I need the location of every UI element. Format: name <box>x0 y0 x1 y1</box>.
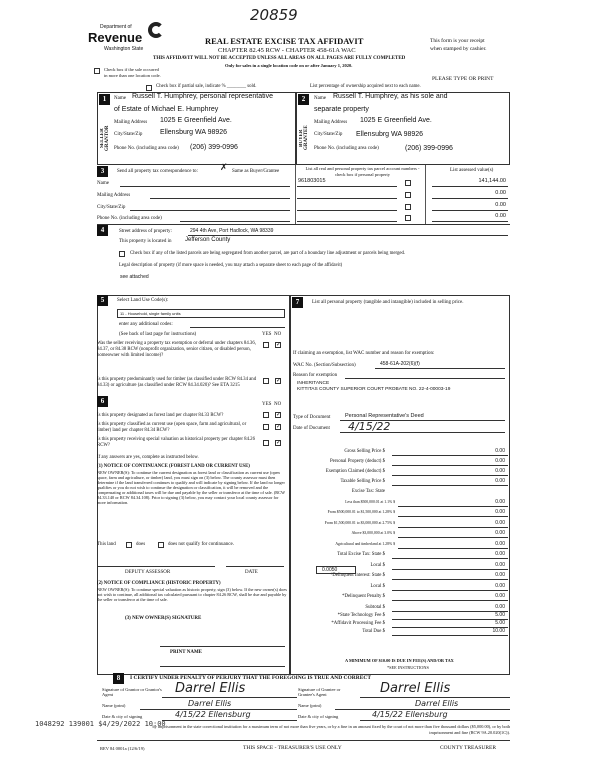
segregate-label: Check box if any of the listed parcels are being segregated from another parcel, are part of a boundary line adjustment or parcels being merged. <box>130 251 406 256</box>
street-label: Street address of property: <box>119 229 172 234</box>
forest-yes-checkbox[interactable] <box>263 412 269 418</box>
this-land-label: This land <box>97 542 116 547</box>
multi-location-label: Check box if the sale occurred <box>104 67 159 72</box>
notice-continuance-title: (1) NOTICE OF CONTINUANCE (FOREST LAND OR CURRENT USE) <box>97 464 250 469</box>
tax-row-value[interactable]: 5.00 <box>495 611 505 618</box>
please-type: PLEASE TYPE OR PRINT <box>432 76 494 82</box>
tax-row-value[interactable]: 0.00 <box>495 468 505 474</box>
seller-mail-field[interactable]: 1025 E Greenfield Ave. <box>160 117 232 124</box>
tax-row-label: Gross Selling Price $ <box>344 449 385 454</box>
buyer-mail-field[interactable]: 1025 E Greenfield Ave. <box>360 117 432 124</box>
grantee-signature-label: Signature of Grantee or Grantee's Agent <box>298 687 341 697</box>
exemption-label: If claiming an exemption, list WAC number and reason for exemption: <box>293 351 435 356</box>
receipt-note: This form is your receipt <box>430 38 485 44</box>
historic-no-checkbox[interactable]: ✓ <box>276 440 282 446</box>
seller-phone-field[interactable]: (206) 399-0996 <box>190 144 238 151</box>
tax-row-value[interactable]: 0.00 <box>495 582 505 589</box>
q2-yes-checkbox[interactable] <box>263 378 269 384</box>
multi-location-checkbox[interactable] <box>94 68 100 74</box>
if-yes-note: If any answers are yes, complete as instructed below. <box>97 455 199 460</box>
tax-row-value[interactable]: 0.00 <box>495 448 505 454</box>
notice-continuance-body: NEW OWNER(S): To continue the current designation as forest land or classification as current use (open space, farm and agriculture, or timber) land, you must sign on (3) below. The county assessor must then determine if the land transferred continues to qualify and will indicate by signing below. If the land no longer qualifies or you do not wish to continue the designation or classification, it will be removed and the compensating or additional taxes will be due and payable by the seller or transferor at the time of sale. (RCW 84.33.140 or RCW 84.34.108). Prior to signing (3) below, you may contact your local county assessor for more information. <box>97 470 285 505</box>
personal-property-checkbox[interactable] <box>405 215 411 221</box>
current-use-no-checkbox[interactable]: ✓ <box>276 424 282 430</box>
tax-row-value[interactable]: 5.00 <box>495 619 505 626</box>
q2-no-checkbox[interactable]: ✓ <box>276 378 282 384</box>
parcel-header: List all real and personal property tax parcel account numbers - check box if personal property <box>305 166 420 177</box>
grantee-date-label: Date & city of signing <box>298 714 339 719</box>
land-use-value: 11 - Household, single family units <box>120 311 181 316</box>
assessed-value-field[interactable]: 0.00 <box>495 213 506 219</box>
cashier-receipt-stamp: 1048292 139001 $4/29/2022 10:00 <box>35 720 166 728</box>
partial-sale-checkbox[interactable] <box>146 85 152 91</box>
reason-field[interactable]: INHERITANCE <box>297 381 330 386</box>
seller-mail-label: Mailing Address <box>114 120 148 125</box>
grantor-name-field[interactable]: Darrel Ellis <box>188 699 232 708</box>
tax-row-label: Exemption Claimed (deduct) $ <box>325 469 385 474</box>
receipt-note-2: when stamped by cashier. <box>430 46 487 52</box>
tax-row-label: Agricultural and timberland at 1.28% $ <box>335 541 395 546</box>
seller-city-label: City/State/Zip <box>114 132 143 137</box>
forest-question: Is this property designated as forest land per chapter 84.33 RCW? <box>97 413 224 418</box>
tax-row-label: From $1,500,000.01 to $3,000,000 at 2.75% $ <box>324 520 395 525</box>
tax-row-value[interactable]: 0.00 <box>495 478 505 484</box>
q1-no-checkbox[interactable]: ✓ <box>276 342 282 348</box>
sec3-phone-label: Phone No. (including area code) <box>97 216 162 221</box>
seller-name-field-2[interactable]: of Estate of Michael E. Humphrey <box>114 106 219 113</box>
form-warning: THIS AFFIDAVIT WILL NOT BE ACCEPTED UNLESS ALL AREAS ON ALL PAGES ARE FULLY COMPLETED <box>153 56 406 61</box>
section-number: 6 <box>97 396 108 407</box>
segregate-checkbox[interactable] <box>119 251 125 257</box>
buyer-side-label: BUYER GRANTEE <box>299 125 309 151</box>
wac-field[interactable]: 458-61A-202(6)(f) <box>380 361 420 367</box>
tax-row-label: Excise Tax: State <box>351 489 385 494</box>
q1-yes-checkbox[interactable] <box>263 342 269 348</box>
buyer-city-field[interactable]: Ellensubrg WA 98926 <box>356 131 424 138</box>
sec3-city-label: City/State/Zip <box>97 205 126 210</box>
section-number: 2 <box>298 94 309 105</box>
no-header: NO <box>274 402 282 407</box>
historic-yes-checkbox[interactable] <box>263 440 269 446</box>
print-name-label: PRINT NAME <box>170 650 202 655</box>
section-number: 7 <box>292 297 303 308</box>
tax-row-label: From $500,000.01 to $1,500,000 at 1.28% $ <box>327 510 395 514</box>
buyer-phone-label: Phone No. (including area code) <box>314 146 379 151</box>
tax-row-label: *Affidavit Processing Fee $ <box>331 620 385 626</box>
tax-row-label: *Delinquent Penalty $ <box>342 594 385 599</box>
tax-row-label: Local $ <box>370 562 385 568</box>
tax-row-label: Less than $500,000.01 at 1.1% $ <box>345 499 395 504</box>
doc-date-field[interactable]: 4/15/22 <box>348 420 391 433</box>
current-use-yes-checkbox[interactable] <box>263 424 269 430</box>
tax-row-label: *Delinquent Interest: State $ <box>329 573 385 578</box>
tax-row-value[interactable]: 0.00 <box>495 603 505 610</box>
same-as-buyer-label: Same as Buyer/Grantee <box>232 169 280 174</box>
street-field[interactable]: 294 4th Ave, Port Hadlock, WA 98339 <box>190 228 274 234</box>
buyer-name-field-2[interactable]: separate property <box>314 106 369 113</box>
certify-statement: I CERTIFY UNDER PENALTY OF PERJURY THAT THE FOREGOING IS TRUE AND CORRECT <box>130 675 372 681</box>
doc-type-field[interactable]: Personal Representative's Deed <box>345 413 424 419</box>
buyer-name-field[interactable]: Russell T. Humphrey, as his sole and <box>333 93 448 100</box>
no-header: NO <box>274 332 282 337</box>
reason-label: Reason for exemption <box>293 373 338 378</box>
sec3-mail-label: Mailing Address <box>97 193 131 198</box>
seller-name-label: Name <box>114 96 126 101</box>
section-number: 5 <box>97 295 108 306</box>
tax-row-value[interactable]: 0.00 <box>495 458 505 464</box>
section-number: 4 <box>97 225 108 236</box>
section-number: 1 <box>99 94 110 105</box>
buyer-section <box>296 92 510 165</box>
land-use-label: Select Land Use Code(s): <box>117 298 169 303</box>
tax-row-label: Total Due $ <box>362 628 385 634</box>
does-qualify-checkbox[interactable] <box>126 542 132 548</box>
grantor-name-label: Name (print) <box>102 703 126 708</box>
local-rate-value: 0.0050 <box>322 567 338 573</box>
does-not-qualify-checkbox[interactable] <box>158 542 164 548</box>
tax-row-value[interactable]: 0.00 <box>495 498 505 505</box>
notice-compliance-title: (2) NOTICE OF COMPLIANCE (HISTORIC PROPERTY) <box>97 581 221 586</box>
tax-row-value[interactable]: 0.00 <box>495 561 505 568</box>
county-field[interactable]: Jefferson County <box>185 237 231 243</box>
seller-phone-label: Phone No. (including area code) <box>114 146 179 151</box>
same-as-buyer-checkmark[interactable]: ✗ <box>220 163 228 173</box>
assessed-value-field[interactable]: 0.00 <box>495 190 506 196</box>
seller-side-label: SELLER GRANTOR <box>100 125 110 151</box>
form-chapter: CHAPTER 82.45 RCW - CHAPTER 458-61A WAC <box>218 47 356 54</box>
logo-state: Washington State <box>104 46 144 52</box>
county-treasurer-label: COUNTY TREASURER <box>440 745 497 751</box>
doc-date-label: Date of Document <box>293 426 330 431</box>
grantee-name-label: Name (print) <box>298 703 322 708</box>
yes-header: YES <box>262 332 272 337</box>
timber-question: Is this property predominantly used for timber (as classified under RCW 84.34 and 84.33) or agriculture (as classified under RCW 84.34.020)? See ETA 3215 <box>97 377 257 388</box>
seller-name-field[interactable]: Russell T. Humphrey, personal representative <box>132 93 273 100</box>
exemption-question: Was the seller receiving a property tax exemption or deferral under chapters 84.36, 84.37, or 84.38 RCW (nonprofit organization, senior citizen, or disabled person, homeowner with limited income)? <box>97 341 256 358</box>
logo-revenue: Revenue <box>88 30 143 45</box>
form-only-for: Only for sales in a single location code on or after January 1, 2020. <box>225 63 353 68</box>
logo-dept: Department of <box>100 24 132 30</box>
grantee-name-field[interactable]: Darrel Ellis <box>415 699 459 708</box>
personal-property-checkbox[interactable] <box>405 204 411 210</box>
partial-sale-label: Check box if partial sale, indicate % ________ sold. <box>156 84 257 89</box>
treasurer-use-label: THIS SPACE - TREASURER'S USE ONLY <box>243 745 342 751</box>
buyer-name-label: Name <box>314 96 326 101</box>
does-label: does <box>136 542 146 547</box>
doc-type-label: Type of Document <box>293 415 331 420</box>
parcel-number-field[interactable]: 961803015 <box>298 178 326 184</box>
personal-property-label: List all personal property (tangible and intangible) included in selling price. <box>312 300 464 305</box>
notice-compliance-body: NEW OWNER(S): To continue special valuation as historic property, sign (3) below. If the new owner(s) does not wish to continue, all additional tax calculated pursuant to chapter 84.26 RCW, shall be due and payable by the seller or transferor at the time of sale. <box>97 587 287 602</box>
tax-row-label: Subtotal $ <box>365 604 385 610</box>
reason-field-2[interactable]: KITTITAS COUNTY SUPERIOR COURT PROBATE NO. 22-4-00003-19 <box>297 387 451 392</box>
tax-row-label: Local $ <box>370 583 385 589</box>
legal-description-field[interactable]: see attached <box>120 274 149 280</box>
see-instructions-note: *SEE INSTRUCTIONS <box>387 665 429 670</box>
form-revision: REV 84 0001a (12/6/19) <box>100 746 145 751</box>
legal-label: Legal description of property (if more space is needed, you may attach a separate sheet to each page of the affidavit) <box>119 263 343 268</box>
additional-codes-label: enter any additional codes: <box>119 322 173 327</box>
grantee-signature[interactable]: Darrel Ellis <box>380 681 451 696</box>
grantor-date-label: Date & city of signing <box>102 714 143 719</box>
sec3-name-label: Name <box>97 181 109 186</box>
section-number: 3 <box>97 166 108 177</box>
personal-property-checkbox[interactable] <box>405 192 411 198</box>
ownership-note: List percentage of ownership acquired next to each name. <box>310 84 421 89</box>
form-title: REAL ESTATE EXCISE TAX AFFIDAVIT <box>205 36 364 46</box>
current-use-question: Is this property classified as current use (open space, farm and agricultural, or timber) land per chapter 84.34 RCW? <box>97 422 247 433</box>
buyer-mail-label: Mailing Address <box>314 120 348 125</box>
grantor-signature[interactable]: Darrel Ellis <box>175 681 246 696</box>
grantor-signature-label: Signature of Grantor or Grantor's Agent <box>102 687 162 697</box>
tax-row-value[interactable]: 0.00 <box>495 519 505 526</box>
see-back-note: (See back of last page for instructions) <box>119 332 197 337</box>
date-label: DATE <box>245 570 258 575</box>
grantee-date-field[interactable]: 4/15/22 Ellensburg <box>372 710 448 719</box>
minimum-note: A MINIMUM OF $10.00 IS DUE IN FEE(S) AND/OR TAX <box>345 658 454 663</box>
grantor-date-field[interactable]: 4/15/22 Ellensburg <box>175 710 251 719</box>
tax-row-value[interactable]: 10.00 <box>492 627 505 634</box>
section-number: 8 <box>113 673 124 684</box>
does-not-label: does not qualify for continuance. <box>168 542 234 547</box>
wac-label: WAC No. (Section/Subsection) <box>293 363 356 368</box>
yes-header: YES <box>262 402 272 407</box>
assessed-value-header: List assessed value(s) <box>450 168 494 173</box>
forest-no-checkbox[interactable]: ✓ <box>276 412 282 418</box>
seller-city-field[interactable]: Ellensburg WA 98926 <box>160 129 228 136</box>
multi-location-label-2: in more than one location code. <box>104 73 161 78</box>
tax-row-value[interactable]: 0.00 <box>495 509 505 515</box>
tax-row-label: Above $3,000,000 at 3.0% $ <box>351 531 395 535</box>
tax-row-label: Total Excise Tax: State $ <box>337 552 385 557</box>
assessed-value-field[interactable]: 141,144.00 <box>478 178 506 184</box>
send-correspondence-label: Send all property tax correspondence to: <box>117 169 198 174</box>
personal-property-checkbox[interactable] <box>405 180 411 186</box>
historic-question: Is this property receiving special valuation as historical property per chapter 84.26 RCW? <box>97 437 255 448</box>
new-owner-signature-label: (3) NEW OWNER(S) SIGNATURE <box>125 616 202 621</box>
buyer-city-label: City/State/Zip <box>314 132 343 137</box>
tax-row-value[interactable]: 0.00 <box>495 540 505 547</box>
tax-row-value[interactable]: 0.00 <box>495 530 505 536</box>
tax-row-label: Taxable Selling Price $ <box>340 479 385 484</box>
tax-row-value[interactable]: 0.00 <box>495 572 505 578</box>
stamp-number: 20859 <box>250 6 298 24</box>
tax-row-value[interactable]: 0.00 <box>495 551 505 557</box>
tax-row-label: Personal Property (deduct) $ <box>329 459 385 464</box>
tax-row-label: *State Technology Fee $ <box>337 612 385 618</box>
deputy-assessor-label: DEPUTY ASSESSOR <box>125 570 171 575</box>
tax-row-value[interactable]: 0.00 <box>495 593 505 599</box>
located-label: This property is located in <box>119 239 172 244</box>
perjury-penalty-note: by imprisonment in the state correctional institution for a maximum term of not more than five years, or by a fine in an amount fixed by the court of not more than five thousand dollars ($5,000.00), or by both imprisonment and fine (RCW 9A.20.020(1C)). <box>152 724 510 735</box>
revenue-logo-icon <box>148 22 164 38</box>
assessed-value-field[interactable]: 0.00 <box>495 202 506 208</box>
buyer-phone-field[interactable]: (206) 399-0996 <box>405 145 453 152</box>
